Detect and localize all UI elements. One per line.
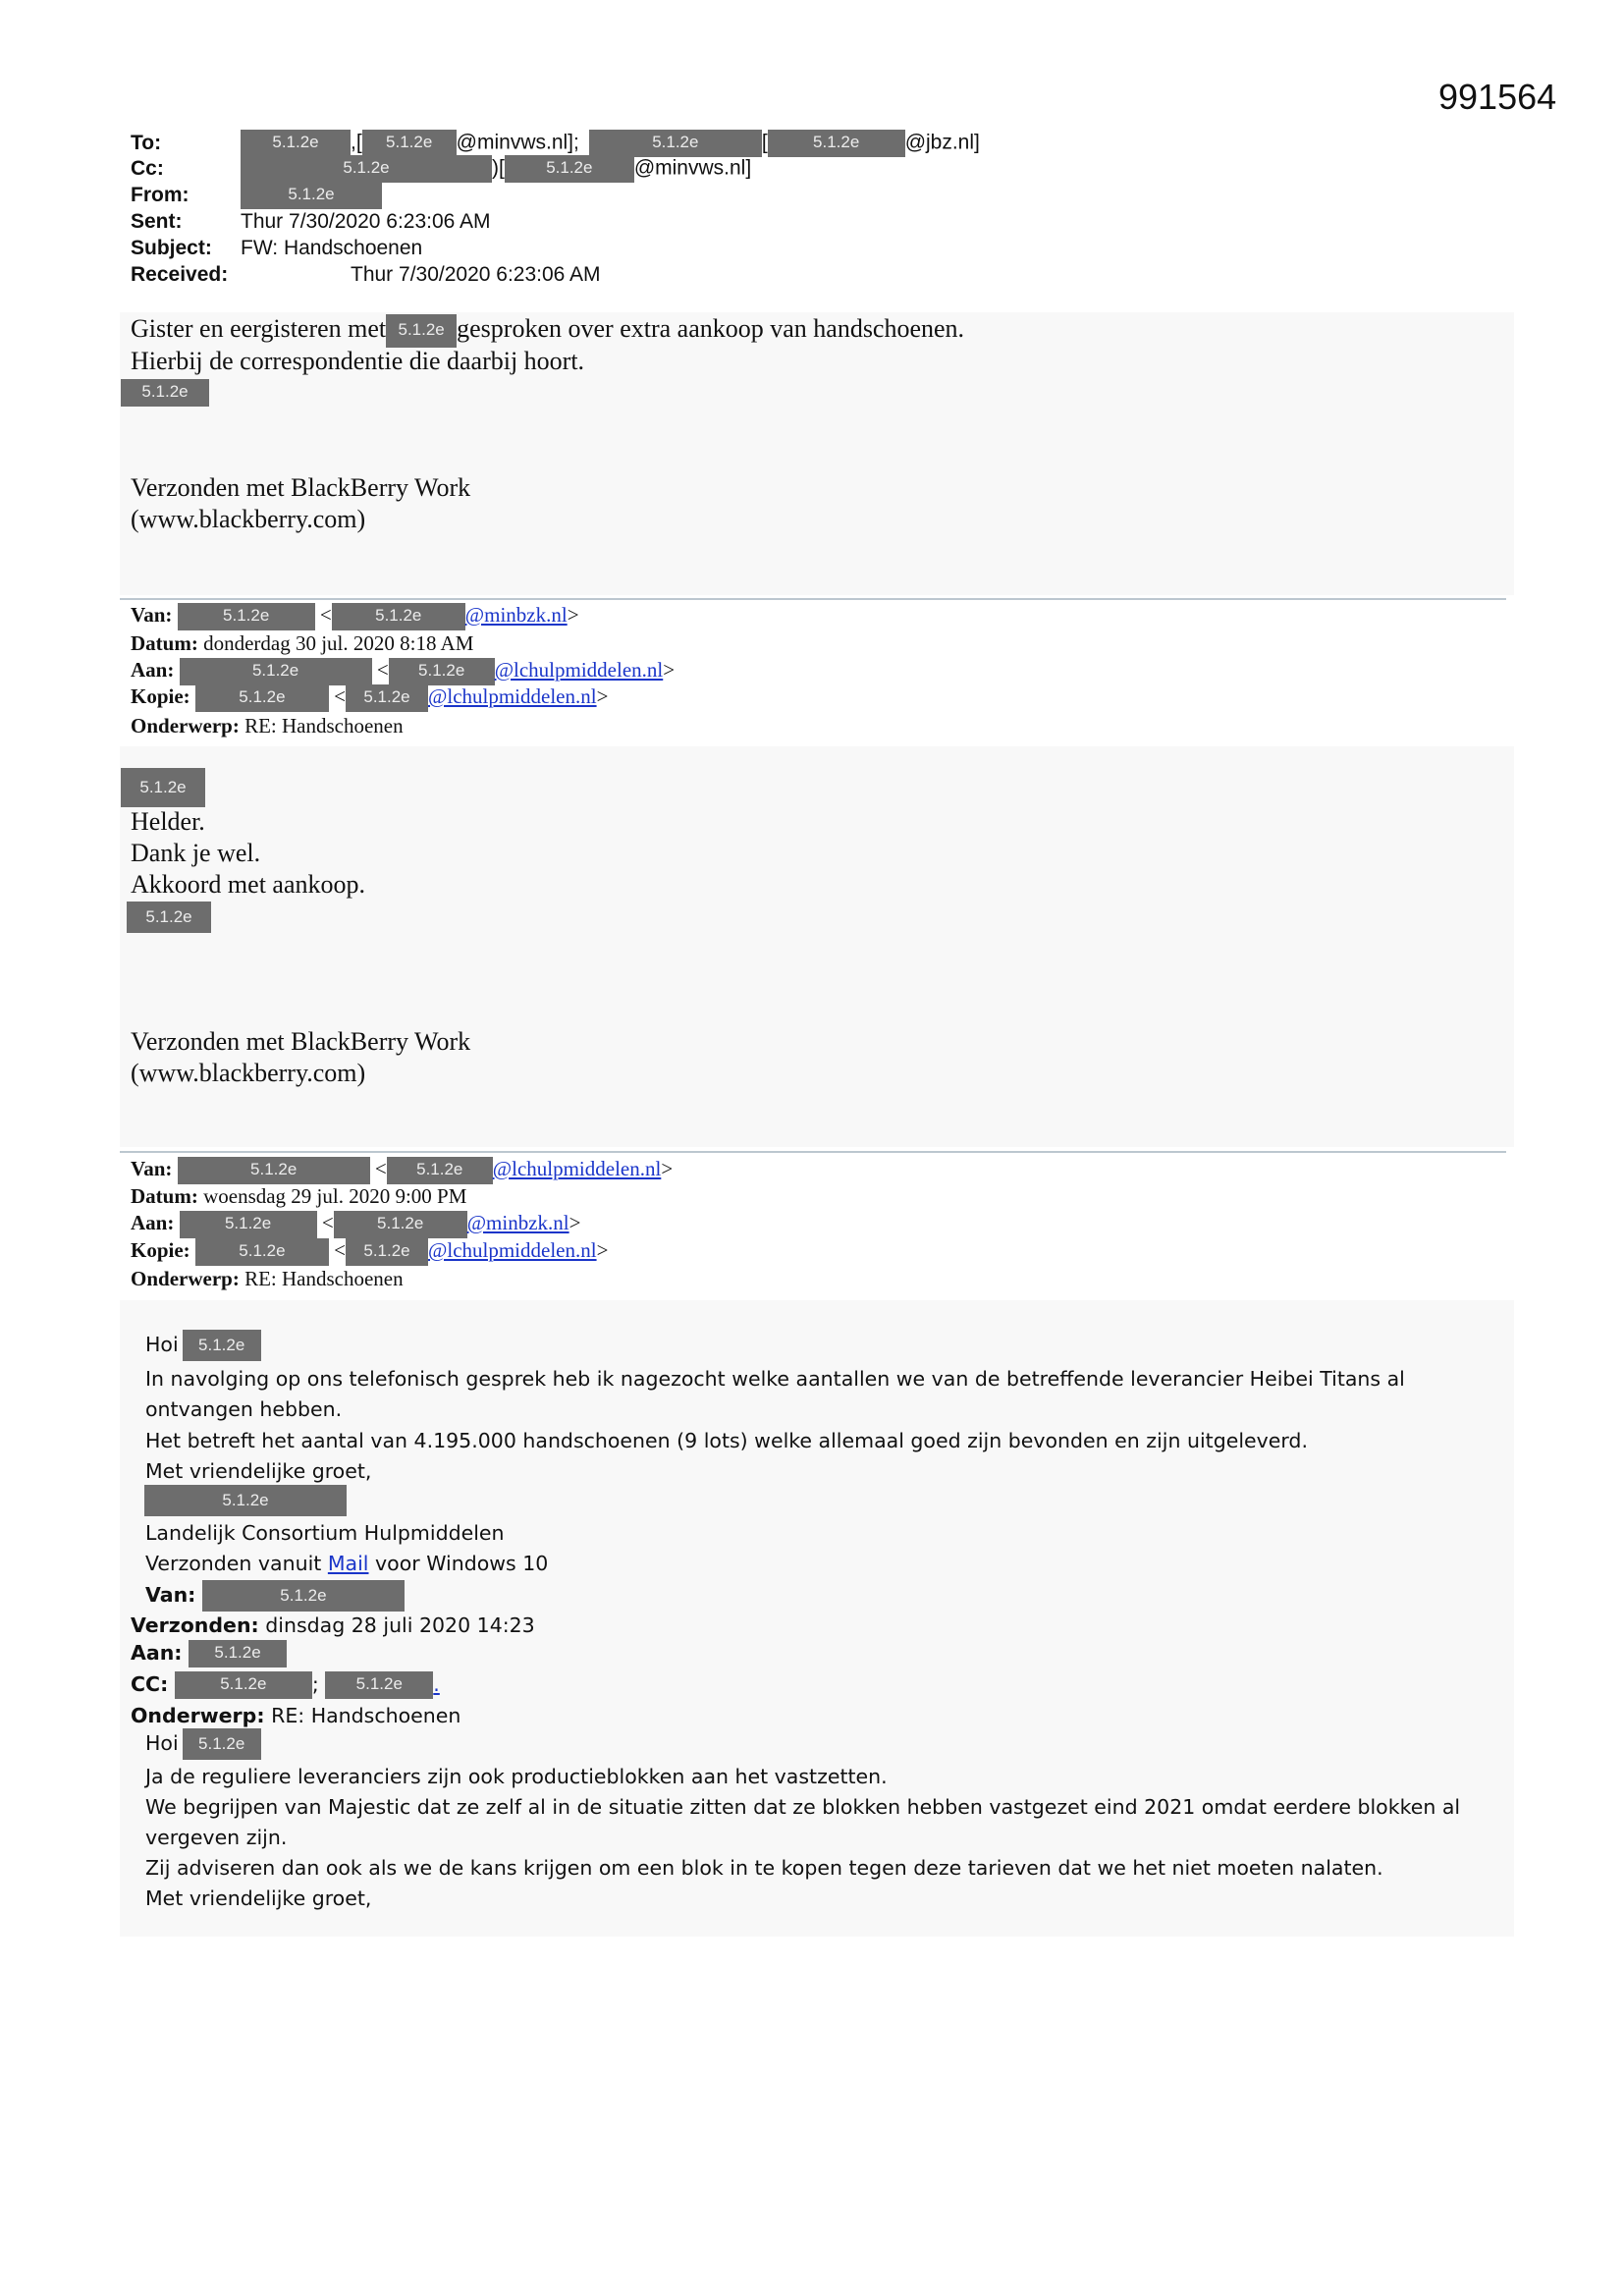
datum-label: Datum: <box>131 1184 198 1208</box>
kopie-label: Kopie: <box>131 1238 190 1262</box>
redaction: 5.1.2e <box>180 658 372 685</box>
redaction: 5.1.2e <box>389 658 495 685</box>
van-label: Van: <box>145 1583 196 1607</box>
redaction: 5.1.2e <box>589 130 762 157</box>
van-label: Van: <box>131 1157 173 1180</box>
page-number: 991564 <box>1438 77 1557 117</box>
datum-row <box>131 631 473 656</box>
message-3-line-2: ontvangen hebben. <box>145 1397 343 1421</box>
redaction: 5.1.2e <box>175 1671 312 1699</box>
onderwerp-label: Onderwerp: <box>131 714 240 738</box>
separator: [ <box>761 131 768 154</box>
redaction: 5.1.2e <box>241 182 382 209</box>
greeting: Hoi <box>145 1333 179 1356</box>
redaction: 5.1.2e <box>346 684 428 712</box>
message-3-closing: Met vriendelijke groet, <box>145 1459 372 1483</box>
redaction: 5.1.2e <box>387 1157 493 1184</box>
redaction: 5.1.2e <box>121 379 209 407</box>
to-domain-1: @minvws.nl]; <box>456 131 579 154</box>
redaction: 5.1.2e <box>189 1640 287 1667</box>
verzonden-row <box>131 1613 535 1637</box>
cc-label: CC: <box>131 1672 169 1696</box>
email-link[interactable]: @lchulpmiddelen.nl <box>428 684 597 708</box>
onderwerp-value: RE: Handschoenen <box>271 1704 461 1727</box>
onderwerp-row <box>131 1704 460 1727</box>
to-value <box>241 130 980 157</box>
cc-value <box>241 155 751 183</box>
from-label: From: <box>131 184 189 206</box>
redaction: 5.1.2e <box>241 155 492 183</box>
aan-label: Aan: <box>131 1641 183 1665</box>
message-4-closing: Met vriendelijke groet, <box>145 1886 372 1910</box>
email-link[interactable]: @minbzk.nl <box>466 1211 569 1234</box>
sent-from-row <box>145 1552 548 1575</box>
separator-line <box>120 1151 1506 1153</box>
aan-label: Aan: <box>131 658 175 682</box>
redaction: 5.1.2e <box>178 603 315 630</box>
email-link[interactable]: @lchulpmiddelen.nl <box>492 1157 662 1180</box>
redaction: 5.1.2e <box>332 603 465 630</box>
received-value: Thur 7/30/2020 6:23:06 AM <box>351 263 601 286</box>
message-2-line-2: Dank je wel. <box>131 839 261 867</box>
message-2-line-1: Helder. <box>131 807 205 836</box>
separator: ,[ <box>351 131 362 154</box>
aan-row <box>131 1640 287 1667</box>
redaction: 5.1.2e <box>386 314 457 348</box>
greeting-row <box>145 1330 261 1361</box>
subject-value: FW: Handschoenen <box>241 237 423 259</box>
redaction: 5.1.2e <box>195 1238 329 1266</box>
message-3-line-1: In navolging op ons telefonisch gesprek heb ik nagezocht welke aantallen we van de betreffende leverancier Heibei Titans al <box>145 1367 1405 1391</box>
redaction: 5.1.2e <box>195 684 329 712</box>
mail-link[interactable]: Mail <box>327 1552 369 1575</box>
datum-row <box>131 1184 466 1209</box>
cc-domain: @minvws.nl] <box>633 156 752 180</box>
greeting-row <box>145 1728 261 1760</box>
email-link[interactable]: @lchulpmiddelen.nl <box>428 1238 597 1262</box>
onderwerp-label: Onderwerp: <box>131 1267 240 1290</box>
sent-label: Sent: <box>131 210 183 233</box>
aan-label: Aan: <box>131 1211 175 1234</box>
subject-label: Subject: <box>131 237 212 259</box>
message-1-signature-2: (www.blackberry.com) <box>131 505 366 533</box>
redaction: 5.1.2e <box>127 902 211 933</box>
redaction: 5.1.2e <box>180 1211 317 1238</box>
redaction: 5.1.2e <box>768 130 905 157</box>
message-4-line-4: Zij adviseren dan ook als we de kans krijgen om een blok in te kopen tegen deze tarieven dat we het niet moeten nalaten. <box>145 1856 1383 1880</box>
van-label: Van: <box>131 603 173 627</box>
onderwerp-row <box>131 1267 404 1291</box>
kopie-row: Kopie: 5.1.2e < 5.1.2e @lchulpmiddelen.nl> <box>131 684 608 712</box>
message-3-org: Landelijk Consortium Hulpmiddelen <box>145 1521 505 1545</box>
cc-end: . <box>433 1672 440 1696</box>
datum-label: Datum: <box>131 631 198 655</box>
separator-line <box>120 598 1506 600</box>
message-4-line-1: Ja de reguliere leveranciers zijn ook productieblokken aan het vastzetten. <box>145 1765 888 1788</box>
aan-row: Aan: 5.1.2e < 5.1.2e @lchulpmiddelen.nl> <box>131 658 675 685</box>
van-row: Van: 5.1.2e < 5.1.2e @minbzk.nl> <box>131 603 579 630</box>
verzonden-value: dinsdag 28 juli 2020 14:23 <box>265 1613 535 1637</box>
text: gesproken over extra aankoop van handschoenen. <box>457 314 965 343</box>
kopie-label: Kopie: <box>131 684 190 708</box>
to-domain-2: @jbz.nl] <box>904 131 980 154</box>
redaction: 5.1.2e <box>121 768 205 807</box>
text: Verzonden vanuit <box>145 1552 322 1575</box>
redaction: 5.1.2e <box>178 1157 370 1184</box>
kopie-row: Kopie: 5.1.2e < 5.1.2e @lchulpmiddelen.nl> <box>131 1238 608 1266</box>
sent-value: Thur 7/30/2020 6:23:06 AM <box>241 210 491 233</box>
text: voor Windows 10 <box>375 1552 549 1575</box>
van-row: Van: 5.1.2e < 5.1.2e @lchulpmiddelen.nl> <box>131 1157 673 1184</box>
verzonden-label: Verzonden: <box>131 1613 259 1637</box>
onderwerp-value: RE: Handschoenen <box>244 714 404 738</box>
datum-value: woensdag 29 jul. 2020 9:00 PM <box>203 1184 467 1208</box>
from-value <box>241 182 382 209</box>
redaction: 5.1.2e <box>241 130 351 157</box>
redaction: 5.1.2e <box>505 155 634 183</box>
redaction: 5.1.2e <box>334 1211 467 1238</box>
greeting: Hoi <box>145 1731 179 1755</box>
redaction: 5.1.2e <box>144 1485 347 1516</box>
onderwerp-row <box>131 714 404 738</box>
datum-value: donderdag 30 jul. 2020 8:18 AM <box>203 631 474 655</box>
van-row <box>145 1580 405 1612</box>
message-2-signature-2: (www.blackberry.com) <box>131 1059 366 1087</box>
redaction: 5.1.2e <box>346 1238 428 1266</box>
message-1-line-1 <box>131 314 964 348</box>
redaction: 5.1.2e <box>362 130 457 157</box>
onderwerp-value: RE: Handschoenen <box>244 1267 404 1290</box>
message-4-line-2: We begrijpen van Majestic dat ze zelf al in de situatie zitten dat ze blokken hebben vastgezet eind 2021 omdat eerdere blokken al <box>145 1795 1461 1819</box>
separator: ; <box>311 1672 319 1696</box>
message-2-signature-1: Verzonden met BlackBerry Work <box>131 1027 471 1056</box>
text: Gister en eergisteren met <box>131 314 387 343</box>
message-2-line-3: Akkoord met aankoop. <box>131 870 366 899</box>
redaction: 5.1.2e <box>183 1330 261 1361</box>
redaction: 5.1.2e <box>202 1580 405 1612</box>
aan-row: Aan: 5.1.2e < 5.1.2e @minbzk.nl> <box>131 1211 580 1238</box>
message-4-line-3: vergeven zijn. <box>145 1826 288 1849</box>
cc-label: Cc: <box>131 157 164 180</box>
onderwerp-label: Onderwerp: <box>131 1704 265 1727</box>
received-label: Received: <box>131 263 229 286</box>
separator: )[ <box>492 156 505 180</box>
message-3-line-3: Het betreft het aantal van 4.195.000 handschoenen (9 lots) welke allemaal goed zijn bevonden en zijn uitgeleverd. <box>145 1429 1308 1452</box>
message-1-line-2: Hierbij de correspondentie die daarbij hoort. <box>131 347 585 375</box>
email-link[interactable]: @minbzk.nl <box>464 603 568 627</box>
to-label: To: <box>131 132 162 154</box>
message-1-signature-1: Verzonden met BlackBerry Work <box>131 473 471 502</box>
redaction: 5.1.2e <box>325 1671 433 1699</box>
cc-row <box>131 1671 440 1699</box>
redaction: 5.1.2e <box>183 1728 261 1760</box>
email-link[interactable]: @lchulpmiddelen.nl <box>494 658 664 682</box>
